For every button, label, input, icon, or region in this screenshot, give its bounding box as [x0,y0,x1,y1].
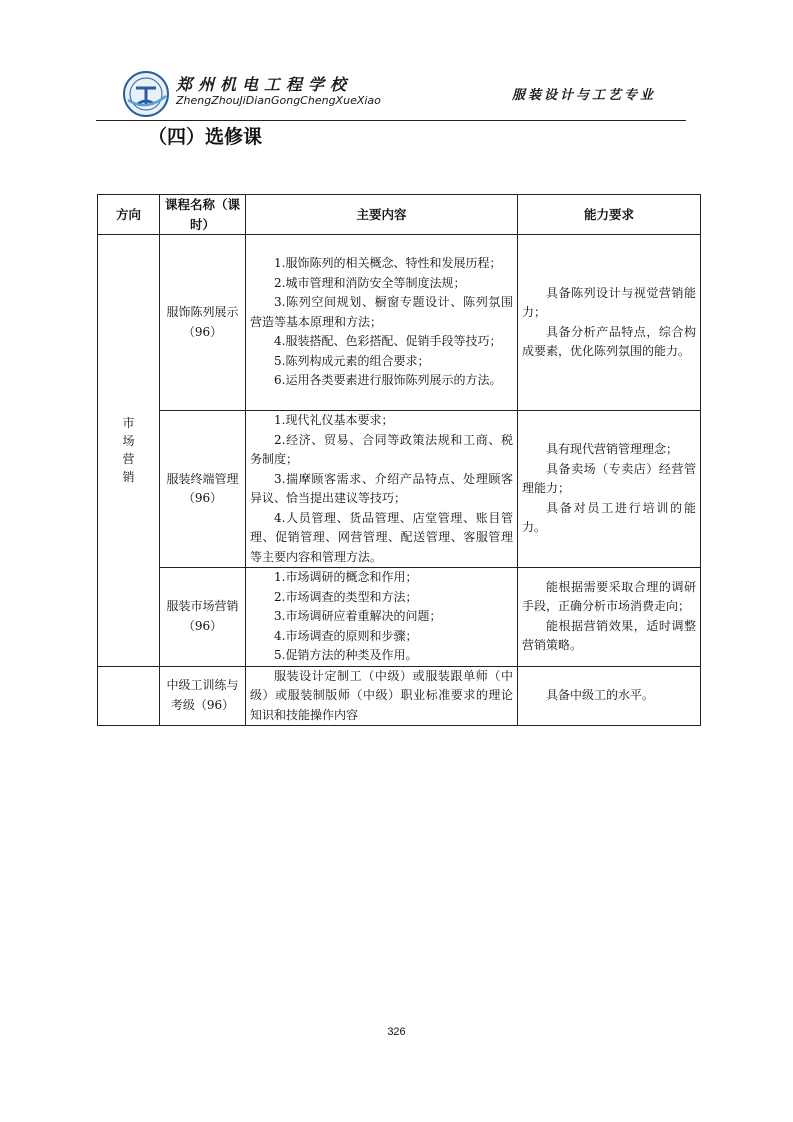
content-item: 6.运用各类要素进行服饰陈列展示的方法。 [274,373,502,388]
ability-item: 具备对员工进行培训的能力。 [522,500,696,535]
course-name-cell: 服装市场营销（96） [160,568,246,667]
content-item: 2.市场调查的类型和方法； [274,589,418,604]
content-item: 5.促销方法的种类及作用。 [274,648,418,662]
course-name-cell: 服饰陈列展示（96） [160,235,246,411]
header-direction: 方向 [98,195,160,235]
ability-item: 具有现代营销管理理念； [546,442,679,457]
major-title: 服装设计与工艺专业 [511,88,656,103]
content-item: 4.市场调查的原则和步骤； [274,628,418,643]
main-content-cell [246,568,518,667]
direction-label: 市场营销 [122,415,135,484]
page-header [96,66,686,122]
page-number: 326 [387,1026,406,1038]
ability-cell [518,411,701,568]
header-main-content: 主要内容 [246,195,518,235]
course-name-cell: 服装终端管理（96） [160,411,246,568]
content-item: 3.陈列空间规划、橱窗专题设计、陈列氛围营造等基本原理和方法； [250,295,513,329]
content-item: 4.人员管理、货品管理、店堂管理、账目管理、促销管理、网营管理、配送管理、客服管理等主要内容和管理方法。 [250,510,513,564]
ability-item: 具备陈列设计与视觉营销能力； [522,285,696,319]
table-row [98,235,701,411]
ability-item: 具备中级工的水平。 [546,688,655,702]
table-row [98,568,701,667]
school-logo [122,70,170,118]
main-content-cell [246,235,518,411]
content-item: 1.服饰陈列的相关概念、特性和发展历程； [274,256,502,271]
main-content-cell [246,411,518,568]
content-item: 3.揣摩顾客需求、介绍产品特点、处理顾客异议、恰当提出建议等技巧； [250,471,513,505]
content-item: 1.现代礼仪基本要求； [274,413,394,427]
header-course-name: 课程名称（课时） [160,195,246,235]
ability-cell [518,568,701,667]
table-row [98,411,701,568]
school-name-en: ZhengZhouJiDianGongChengXueXiao [176,94,381,107]
header-ability: 能力要求 [518,195,701,235]
header-divider [96,120,686,121]
content-item: 3.市场调研应着重解决的问题； [274,609,442,623]
school-name-cn: 郑州机电工程学校 [176,75,353,94]
main-content-cell [246,666,518,726]
table-row [98,666,701,726]
course-name-cell: 中级工训练与考级（96） [160,666,246,726]
direction-cell [98,235,160,667]
ability-item: 具备卖场（专卖店）经营管理能力； [522,461,696,496]
content-item: 服装设计定制工（中级）或服装跟单师（中级）或服装制版师（中级）职业标准要求的理论知识和技能操作内容 [250,668,513,722]
content-item: 2.城市管理和消防安全等制度法规； [274,275,466,290]
content-item: 4.服装搭配、色彩搭配、促销手段等技巧； [274,334,502,349]
ability-cell [518,235,701,411]
table-header-row [98,195,701,235]
content-item: 2.经济、贸易、合同等政策法规和工商、税务制度； [250,432,513,466]
ability-item: 能根据营销效果，适时调整营销策略。 [522,618,696,653]
ability-item: 能根据需要采取合理的调研手段，正确分析市场消费走向； [522,579,696,614]
elective-course-table [97,194,701,726]
section-title: （四）选修课 [148,126,263,148]
ability-cell [518,666,701,726]
ability-item: 具备分析产品特点，综合构成要素，优化陈列氛围的能力。 [522,324,696,358]
direction-cell-empty [98,666,160,726]
content-item: 5.陈列构成元素的组合要求； [274,353,430,368]
content-item: 1.市场调研的概念和作用； [274,570,418,584]
